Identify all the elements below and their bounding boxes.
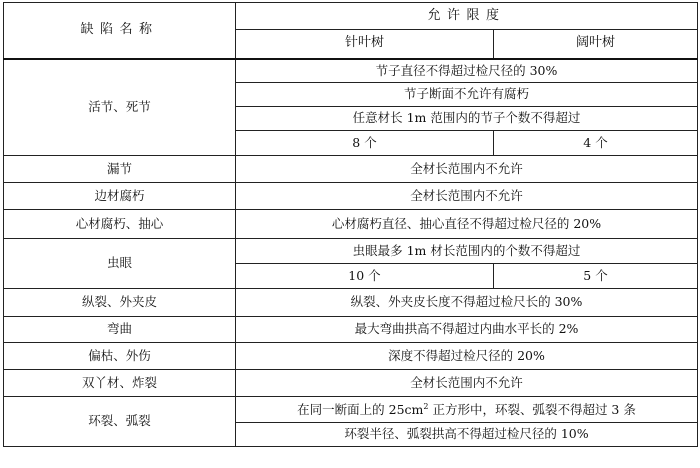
defect-tolerance-table bbox=[3, 2, 698, 447]
ring-shake-text-pre: 在同一断面上的 25cm bbox=[297, 401, 424, 417]
defect-name-cell: 活节、死节 bbox=[4, 59, 236, 156]
tolerance-cell: 任意材长 1m 范围内的节子个数不得超过 bbox=[236, 107, 698, 131]
softwood-value-cell: 10 个 bbox=[236, 264, 494, 289]
tolerance-cell: 节子断面不允许有腐朽 bbox=[236, 83, 698, 107]
tolerance-cell: 节子直径不得超过检尺径的 30% bbox=[236, 59, 698, 83]
hardwood-header: 阔叶树 bbox=[494, 30, 698, 59]
tolerance-cell: 全材长范围内不允许 bbox=[236, 183, 698, 210]
ring-shake-text-post: 正方形中，环裂、弧裂不得超过 3 条 bbox=[428, 401, 636, 417]
tolerance-cell bbox=[236, 397, 698, 423]
tolerance-cell: 心材腐朽直径、抽心直径不得超过检尺径的 20% bbox=[236, 210, 698, 239]
tolerance-header: 允许限度 bbox=[236, 3, 698, 30]
tolerance-cell: 环裂半径、弧裂拱高不得超过检尺径的 10% bbox=[236, 423, 698, 447]
tolerance-cell: 全材长范围内不允许 bbox=[236, 370, 698, 397]
tolerance-cell: 纵裂、外夹皮长度不得超过检尺长的 30% bbox=[236, 289, 698, 317]
defect-name-cell: 虫眼 bbox=[4, 239, 236, 289]
tolerance-cell: 虫眼最多 1m 材长范围内的个数不得超过 bbox=[236, 239, 698, 264]
ring-shake-superscript: 2 bbox=[423, 401, 429, 411]
defect-name-cell: 漏节 bbox=[4, 156, 236, 183]
defect-name-cell: 心材腐朽、抽心 bbox=[4, 210, 236, 239]
tolerance-cell: 深度不得超过检尺径的 20% bbox=[236, 343, 698, 370]
defect-name-cell: 弯曲 bbox=[4, 317, 236, 343]
softwood-header: 针叶树 bbox=[236, 30, 494, 59]
defect-name-cell: 纵裂、外夹皮 bbox=[4, 289, 236, 317]
defect-name-cell: 边材腐朽 bbox=[4, 183, 236, 210]
tolerance-cell: 全材长范围内不允许 bbox=[236, 156, 698, 183]
defect-name-cell: 偏枯、外伤 bbox=[4, 343, 236, 370]
defect-name-cell: 双丫材、炸裂 bbox=[4, 370, 236, 397]
defect-name-cell: 环裂、弧裂 bbox=[4, 397, 236, 447]
tolerance-cell: 最大弯曲拱高不得超过内曲水平长的 2% bbox=[236, 317, 698, 343]
hardwood-value-cell: 5 个 bbox=[494, 264, 698, 289]
defect-name-header: 缺陷名称 bbox=[4, 3, 236, 59]
softwood-value-cell: 8 个 bbox=[236, 131, 494, 156]
hardwood-value-cell: 4 个 bbox=[494, 131, 698, 156]
